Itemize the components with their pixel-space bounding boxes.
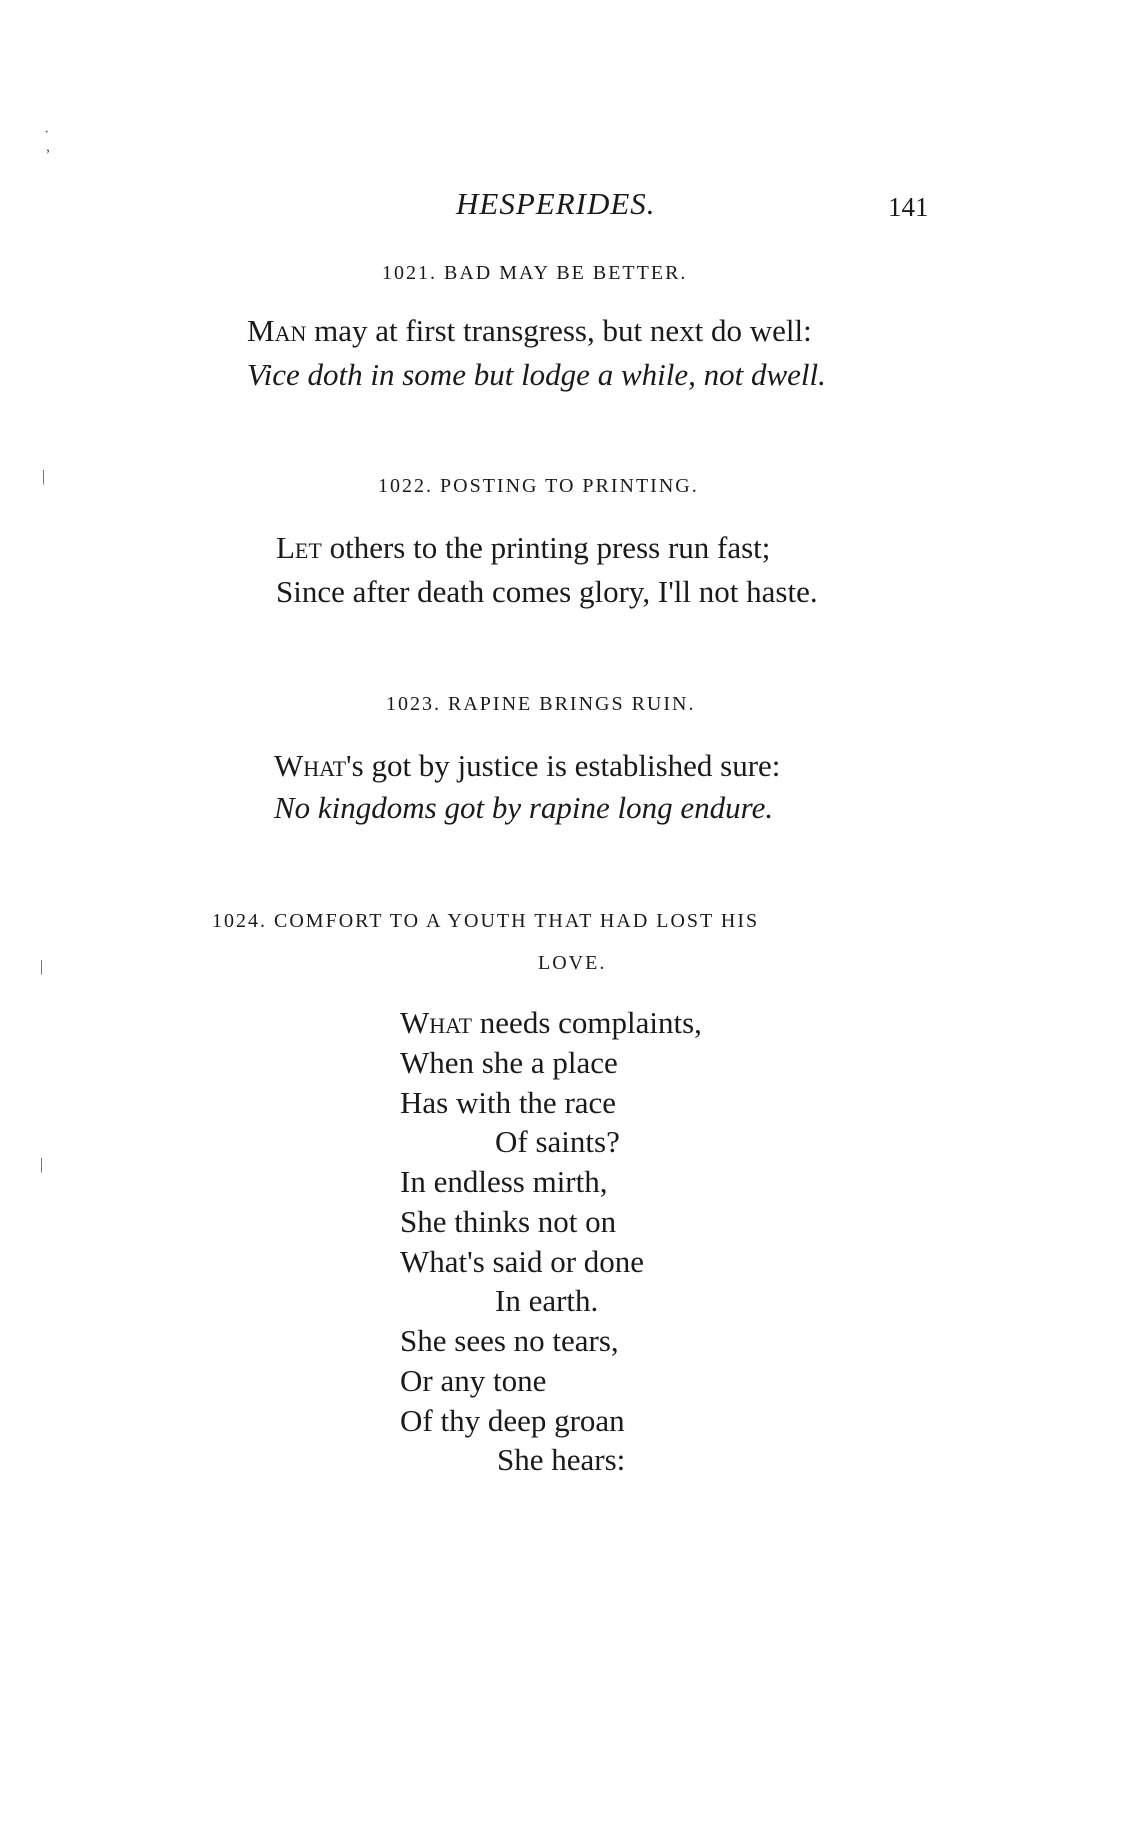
poem-line (274, 748, 780, 784)
initial-word: What (274, 748, 347, 783)
poem-line: She hears: (497, 1442, 626, 1477)
margin-mark: | (40, 958, 44, 975)
poem-line: Has with the race (400, 1085, 617, 1120)
poem-heading: 1024. COMFORT TO A YOUTH THAT HAD LOST HIS (212, 910, 760, 932)
margin-mark: | (42, 468, 46, 485)
poem-line: She thinks not on (400, 1204, 617, 1239)
poem-heading: 1021. BAD MAY BE BETTER. (382, 262, 688, 284)
line-text: needs complaints, (472, 1005, 702, 1040)
poem-line: Of saints? (495, 1124, 620, 1159)
poem-line: No kingdoms got by rapine long endure. (274, 790, 774, 825)
poem-line: Vice doth in some but lodge a while, not dwell. (247, 357, 826, 392)
margin-mark: | (40, 1156, 44, 1173)
line-text: 's got by justice is established sure: (346, 748, 781, 783)
poem-line (400, 1005, 702, 1041)
poem-heading: 1022. POSTING TO PRINTING. (378, 475, 699, 497)
poem-line: In earth. (495, 1283, 599, 1318)
poem-heading-continued: LOVE. (538, 952, 607, 974)
line-text: may at first transgress, but next do well: (306, 313, 812, 348)
initial-word: Man (247, 313, 307, 348)
initial-word: What (400, 1005, 473, 1040)
initial-word: Let (276, 530, 322, 565)
running-title: HESPERIDES. (456, 186, 656, 221)
poem-line: Or any tone (400, 1363, 547, 1398)
poem-line: In endless mirth, (400, 1164, 608, 1199)
poem-line: Since after death comes glory, I'll not haste. (276, 574, 818, 609)
line-text: others to the printing press run fast; (321, 530, 771, 565)
page-number: 141 (888, 192, 929, 222)
poem-line: She sees no tears, (400, 1323, 619, 1358)
poem-line (247, 313, 812, 349)
margin-mark: , (46, 138, 50, 155)
poem-line: When she a place (400, 1045, 618, 1080)
poem-line (276, 530, 770, 566)
margin-mark: · (44, 124, 50, 141)
poem-line: What's said or done (400, 1244, 645, 1279)
poem-heading: 1023. RAPINE BRINGS RUIN. (386, 693, 696, 715)
poem-line: Of thy deep groan (400, 1403, 625, 1438)
